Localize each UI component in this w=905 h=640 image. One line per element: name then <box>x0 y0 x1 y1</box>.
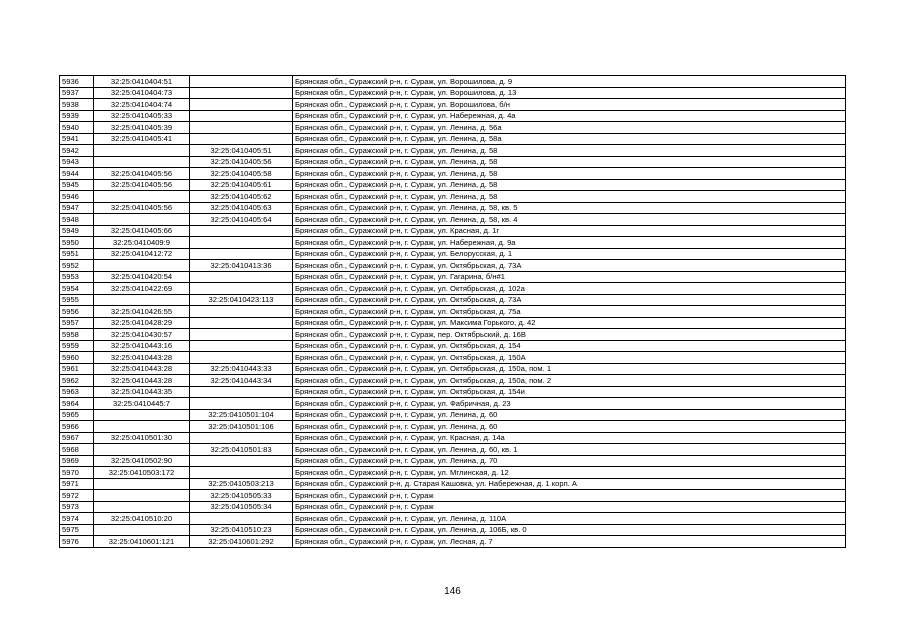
cadastral-number-cell: 32:25:0410510:20 <box>94 513 190 525</box>
row-number-cell: 5946 <box>60 191 94 203</box>
cadastral-number-cell: 32:25:0410502:90 <box>94 455 190 467</box>
address-cell: Брянская обл., Суражский р-н, г. Сураж, ул. Октябрьская, д. 150А <box>293 352 846 364</box>
cadastral-number-cell <box>94 478 190 490</box>
table-row <box>60 329 846 341</box>
table-row <box>60 191 846 203</box>
address-cell: Брянская обл., Суражский р-н, г. Сураж, ул. Ленина, д. 58 <box>293 179 846 191</box>
row-number-cell: 5976 <box>60 536 94 548</box>
address-cell: Брянская обл., Суражский р-н, г. Сураж, ул. Лесная, д. 7 <box>293 536 846 548</box>
row-number-cell: 5938 <box>60 99 94 111</box>
address-cell: Брянская обл., Суражский р-н, г. Сураж, ул. Ворошилова, б/н <box>293 99 846 111</box>
parent-cadastral-number-cell: 32:25:0410405:61 <box>190 179 293 191</box>
row-number-cell: 5954 <box>60 283 94 295</box>
row-number-cell: 5960 <box>60 352 94 364</box>
address-cell: Брянская обл., Суражский р-н, г. Сураж, ул. Ленина, д. 56а <box>293 122 846 134</box>
parent-cadastral-number-cell <box>190 432 293 444</box>
table-row <box>60 375 846 387</box>
row-number-cell: 5941 <box>60 133 94 145</box>
cadastral-number-cell: 32:25:0410405:41 <box>94 133 190 145</box>
row-number-cell: 5956 <box>60 306 94 318</box>
address-cell: Брянская обл., Суражский р-н, г. Сураж, ул. Ленина, д. 60 <box>293 409 846 421</box>
cadastral-number-cell <box>94 524 190 536</box>
address-cell: Брянская обл., Суражский р-н, г. Сураж, ул. Белорусская, д. 1 <box>293 248 846 260</box>
parent-cadastral-number-cell <box>190 76 293 88</box>
parent-cadastral-number-cell: 32:25:0410601:292 <box>190 536 293 548</box>
address-cell: Брянская обл., Суражский р-н, г. Сураж, ул. Октябрьская, д. 154 <box>293 340 846 352</box>
parent-cadastral-number-cell <box>190 386 293 398</box>
table-row <box>60 133 846 145</box>
cadastral-number-cell: 32:25:0410443:28 <box>94 352 190 364</box>
address-cell: Брянская обл., Суражский р-н, г. Сураж, ул. Ленина, д. 60, кв. 1 <box>293 444 846 456</box>
row-number-cell: 5975 <box>60 524 94 536</box>
row-number-cell: 5969 <box>60 455 94 467</box>
row-number-cell: 5942 <box>60 145 94 157</box>
table-row <box>60 260 846 272</box>
cadastral-number-cell: 32:25:0410420:54 <box>94 271 190 283</box>
address-cell: Брянская обл., Суражский р-н, г. Сураж, ул. Октябрьская, д. 150а, пом. 2 <box>293 375 846 387</box>
row-number-cell: 5939 <box>60 110 94 122</box>
parent-cadastral-number-cell <box>190 317 293 329</box>
address-cell: Брянская обл., Суражский р-н, г. Сураж, ул. Октябрьская, д. 154и <box>293 386 846 398</box>
address-cell: Брянская обл., Суражский р-н, г. Сураж, ул. Набережная, д. 4а <box>293 110 846 122</box>
row-number-cell: 5953 <box>60 271 94 283</box>
address-cell: Брянская обл., Суражский р-н, г. Сураж, ул. Октябрьская, д. 73А <box>293 260 846 272</box>
address-cell: Брянская обл., Суражский р-н, г. Сураж, ул. Красная, д. 1г <box>293 225 846 237</box>
table-row <box>60 87 846 99</box>
cadastral-number-cell: 32:25:0410405:66 <box>94 225 190 237</box>
property-register-table <box>59 75 846 548</box>
row-number-cell: 5949 <box>60 225 94 237</box>
parent-cadastral-number-cell: 32:25:0410405:51 <box>190 145 293 157</box>
row-number-cell: 5968 <box>60 444 94 456</box>
parent-cadastral-number-cell <box>190 306 293 318</box>
row-number-cell: 5950 <box>60 237 94 249</box>
cadastral-number-cell: 32:25:0410445:7 <box>94 398 190 410</box>
address-cell: Брянская обл., Суражский р-н, г. Сураж, пер. Октябрьский, д. 16В <box>293 329 846 341</box>
row-number-cell: 5936 <box>60 76 94 88</box>
cadastral-number-cell <box>94 156 190 168</box>
table-row <box>60 444 846 456</box>
parent-cadastral-number-cell: 32:25:0410510:23 <box>190 524 293 536</box>
row-number-cell: 5973 <box>60 501 94 513</box>
cadastral-number-cell: 32:25:0410503:172 <box>94 467 190 479</box>
table-row <box>60 122 846 134</box>
cadastral-number-cell <box>94 409 190 421</box>
table-row <box>60 386 846 398</box>
cadastral-number-cell: 32:25:0410443:16 <box>94 340 190 352</box>
cadastral-number-cell: 32:25:0410443:28 <box>94 375 190 387</box>
cadastral-number-cell: 32:25:0410405:39 <box>94 122 190 134</box>
table-row <box>60 202 846 214</box>
cadastral-number-cell: 32:25:0410404:51 <box>94 76 190 88</box>
address-cell: Брянская обл., Суражский р-н, г. Сураж, ул. Ленина, д. 110А <box>293 513 846 525</box>
parent-cadastral-number-cell: 32:25:0410501:106 <box>190 421 293 433</box>
row-number-cell: 5951 <box>60 248 94 260</box>
cadastral-number-cell: 32:25:0410428:29 <box>94 317 190 329</box>
row-number-cell: 5943 <box>60 156 94 168</box>
cadastral-number-cell: 32:25:0410601:121 <box>94 536 190 548</box>
parent-cadastral-number-cell: 32:25:0410505:34 <box>190 501 293 513</box>
table-row <box>60 432 846 444</box>
table-row <box>60 478 846 490</box>
row-number-cell: 5937 <box>60 87 94 99</box>
table-row <box>60 490 846 502</box>
address-cell: Брянская обл., Суражский р-н, г. Сураж, ул. Ленина, д. 58 <box>293 191 846 203</box>
table-row <box>60 306 846 318</box>
row-number-cell: 5952 <box>60 260 94 272</box>
parent-cadastral-number-cell <box>190 110 293 122</box>
row-number-cell: 5948 <box>60 214 94 226</box>
parent-cadastral-number-cell <box>190 271 293 283</box>
row-number-cell: 5957 <box>60 317 94 329</box>
cadastral-number-cell: 32:25:0410412:72 <box>94 248 190 260</box>
parent-cadastral-number-cell <box>190 455 293 467</box>
parent-cadastral-number-cell: 32:25:0410423:113 <box>190 294 293 306</box>
cadastral-number-cell: 32:25:0410404:73 <box>94 87 190 99</box>
row-number-cell: 5963 <box>60 386 94 398</box>
table-row <box>60 168 846 180</box>
table-row <box>60 76 846 88</box>
address-cell: Брянская обл., Суражский р-н, г. Сураж, ул. Ленина, д. 70 <box>293 455 846 467</box>
table-row <box>60 145 846 157</box>
cadastral-number-cell: 32:25:0410405:33 <box>94 110 190 122</box>
address-cell: Брянская обл., Суражский р-н, г. Сураж, ул. Октябрьская, д. 102а <box>293 283 846 295</box>
cadastral-number-cell: 32:25:0410422:69 <box>94 283 190 295</box>
cadastral-number-cell <box>94 490 190 502</box>
parent-cadastral-number-cell <box>190 133 293 145</box>
address-cell: Брянская обл., Суражский р-н, г. Сураж, ул. Ленина, д. 58 <box>293 168 846 180</box>
address-cell: Брянская обл., Суражский р-н, г. Сураж, ул. Ленина, д. 58 <box>293 156 846 168</box>
parent-cadastral-number-cell <box>190 283 293 295</box>
table-row <box>60 271 846 283</box>
address-cell: Брянская обл., Суражский р-н, г. Сураж <box>293 501 846 513</box>
cadastral-number-cell <box>94 501 190 513</box>
parent-cadastral-number-cell: 32:25:0410443:34 <box>190 375 293 387</box>
cadastral-number-cell: 32:25:0410409:9 <box>94 237 190 249</box>
table-row <box>60 179 846 191</box>
cadastral-number-cell <box>94 444 190 456</box>
row-number-cell: 5966 <box>60 421 94 433</box>
table-row <box>60 214 846 226</box>
parent-cadastral-number-cell <box>190 398 293 410</box>
cadastral-number-cell: 32:25:0410405:56 <box>94 202 190 214</box>
row-number-cell: 5947 <box>60 202 94 214</box>
register-table-body <box>60 76 846 548</box>
address-cell: Брянская обл., Суражский р-н, г. Сураж, ул. Октябрьская, д. 75а <box>293 306 846 318</box>
address-cell: Брянская обл., Суражский р-н, г. Сураж, ул. Мглинская, д. 12 <box>293 467 846 479</box>
table-row <box>60 99 846 111</box>
cadastral-number-cell <box>94 260 190 272</box>
parent-cadastral-number-cell <box>190 340 293 352</box>
parent-cadastral-number-cell: 32:25:0410501:104 <box>190 409 293 421</box>
cadastral-number-cell: 32:25:0410405:56 <box>94 179 190 191</box>
row-number-cell: 5945 <box>60 179 94 191</box>
table-row <box>60 237 846 249</box>
row-number-cell: 5955 <box>60 294 94 306</box>
address-cell: Брянская обл., Суражский р-н, г. Сураж, ул. Максима Горького, д. 42 <box>293 317 846 329</box>
parent-cadastral-number-cell <box>190 248 293 260</box>
table-row <box>60 156 846 168</box>
cadastral-number-cell: 32:25:0410404:74 <box>94 99 190 111</box>
table-row <box>60 421 846 433</box>
table-row <box>60 501 846 513</box>
row-number-cell: 5959 <box>60 340 94 352</box>
cadastral-number-cell: 32:25:0410426:55 <box>94 306 190 318</box>
parent-cadastral-number-cell <box>190 99 293 111</box>
row-number-cell: 5965 <box>60 409 94 421</box>
row-number-cell: 5964 <box>60 398 94 410</box>
parent-cadastral-number-cell <box>190 352 293 364</box>
address-cell: Брянская обл., Суражский р-н, г. Сураж <box>293 490 846 502</box>
table-row <box>60 294 846 306</box>
address-cell: Брянская обл., Суражский р-н, г. Сураж, ул. Фабричная, д. 23 <box>293 398 846 410</box>
address-cell: Брянская обл., Суражский р-н, г. Сураж, ул. Октябрьская, д. 150а, пом. 1 <box>293 363 846 375</box>
address-cell: Брянская обл., Суражский р-н, г. Сураж, ул. Ленина, д. 60 <box>293 421 846 433</box>
address-cell: Брянская обл., Суражский р-н, г. Сураж, ул. Октябрьская, д. 73А <box>293 294 846 306</box>
row-number-cell: 5971 <box>60 478 94 490</box>
address-cell: Брянская обл., Суражский р-н, г. Сураж, ул. Ленина, д. 58а <box>293 133 846 145</box>
cadastral-number-cell <box>94 421 190 433</box>
parent-cadastral-number-cell <box>190 237 293 249</box>
parent-cadastral-number-cell: 32:25:0410405:58 <box>190 168 293 180</box>
table-row <box>60 317 846 329</box>
address-cell: Брянская обл., Суражский р-н, г. Сураж, ул. Ворошилова, д. 9 <box>293 76 846 88</box>
cadastral-number-cell <box>94 294 190 306</box>
row-number-cell: 5961 <box>60 363 94 375</box>
parent-cadastral-number-cell <box>190 225 293 237</box>
table-row <box>60 513 846 525</box>
cadastral-number-cell: 32:25:0410430:57 <box>94 329 190 341</box>
address-cell: Брянская обл., Суражский р-н, г. Сураж, ул. Набережная, д. 9а <box>293 237 846 249</box>
parent-cadastral-number-cell <box>190 467 293 479</box>
row-number-cell: 5958 <box>60 329 94 341</box>
address-cell: Брянская обл., Суражский р-н, г. Сураж, ул. Ленина, д. 58, кв. 4 <box>293 214 846 226</box>
parent-cadastral-number-cell <box>190 513 293 525</box>
cadastral-number-cell: 32:25:0410443:28 <box>94 363 190 375</box>
table-row <box>60 363 846 375</box>
parent-cadastral-number-cell: 32:25:0410503:213 <box>190 478 293 490</box>
table-row <box>60 536 846 548</box>
parent-cadastral-number-cell: 32:25:0410501:83 <box>190 444 293 456</box>
parent-cadastral-number-cell: 32:25:0410405:63 <box>190 202 293 214</box>
row-number-cell: 5940 <box>60 122 94 134</box>
cadastral-number-cell <box>94 145 190 157</box>
parent-cadastral-number-cell: 32:25:0410405:62 <box>190 191 293 203</box>
parent-cadastral-number-cell: 32:25:0410413:36 <box>190 260 293 272</box>
table-row <box>60 409 846 421</box>
parent-cadastral-number-cell <box>190 87 293 99</box>
cadastral-number-cell: 32:25:0410443:35 <box>94 386 190 398</box>
row-number-cell: 5974 <box>60 513 94 525</box>
table-row <box>60 110 846 122</box>
cadastral-number-cell <box>94 214 190 226</box>
address-cell: Брянская обл., Суражский р-н, г. Сураж, ул. Ворошилова, д. 13 <box>293 87 846 99</box>
table-row <box>60 283 846 295</box>
address-cell: Брянская обл., Суражский р-н, г. Сураж, ул. Гагарина, б/н#1 <box>293 271 846 283</box>
parent-cadastral-number-cell: 32:25:0410505:33 <box>190 490 293 502</box>
address-cell: Брянская обл., Суражский р-н, г. Сураж, ул. Ленина, д. 106Б, кв. 0 <box>293 524 846 536</box>
parent-cadastral-number-cell <box>190 122 293 134</box>
cadastral-number-cell: 32:25:0410501:30 <box>94 432 190 444</box>
table-row <box>60 248 846 260</box>
cadastral-number-cell <box>94 191 190 203</box>
row-number-cell: 5967 <box>60 432 94 444</box>
row-number-cell: 5944 <box>60 168 94 180</box>
table-row <box>60 225 846 237</box>
row-number-cell: 5962 <box>60 375 94 387</box>
parent-cadastral-number-cell: 32:25:0410405:56 <box>190 156 293 168</box>
address-cell: Брянская обл., Суражский р-н, г. Сураж, ул. Ленина, д. 58 <box>293 145 846 157</box>
row-number-cell: 5970 <box>60 467 94 479</box>
cadastral-number-cell: 32:25:0410405:56 <box>94 168 190 180</box>
parent-cadastral-number-cell: 32:25:0410443:33 <box>190 363 293 375</box>
parent-cadastral-number-cell <box>190 329 293 341</box>
table-row <box>60 467 846 479</box>
table-row <box>60 524 846 536</box>
table-row <box>60 340 846 352</box>
address-cell: Брянская обл., Суражский р-н, г. Сураж, ул. Ленина, д. 58, кв. 5 <box>293 202 846 214</box>
address-cell: Брянская обл., Суражский р-н, г. Сураж, ул. Красная, д. 14а <box>293 432 846 444</box>
parent-cadastral-number-cell: 32:25:0410405:64 <box>190 214 293 226</box>
table-row <box>60 398 846 410</box>
address-cell: Брянская обл., Суражский р-н, д. Старая Кашовка, ул. Набережная, д. 1 корп. А <box>293 478 846 490</box>
table-row <box>60 455 846 467</box>
table-row <box>60 352 846 364</box>
row-number-cell: 5972 <box>60 490 94 502</box>
page-number: 146 <box>444 586 461 597</box>
